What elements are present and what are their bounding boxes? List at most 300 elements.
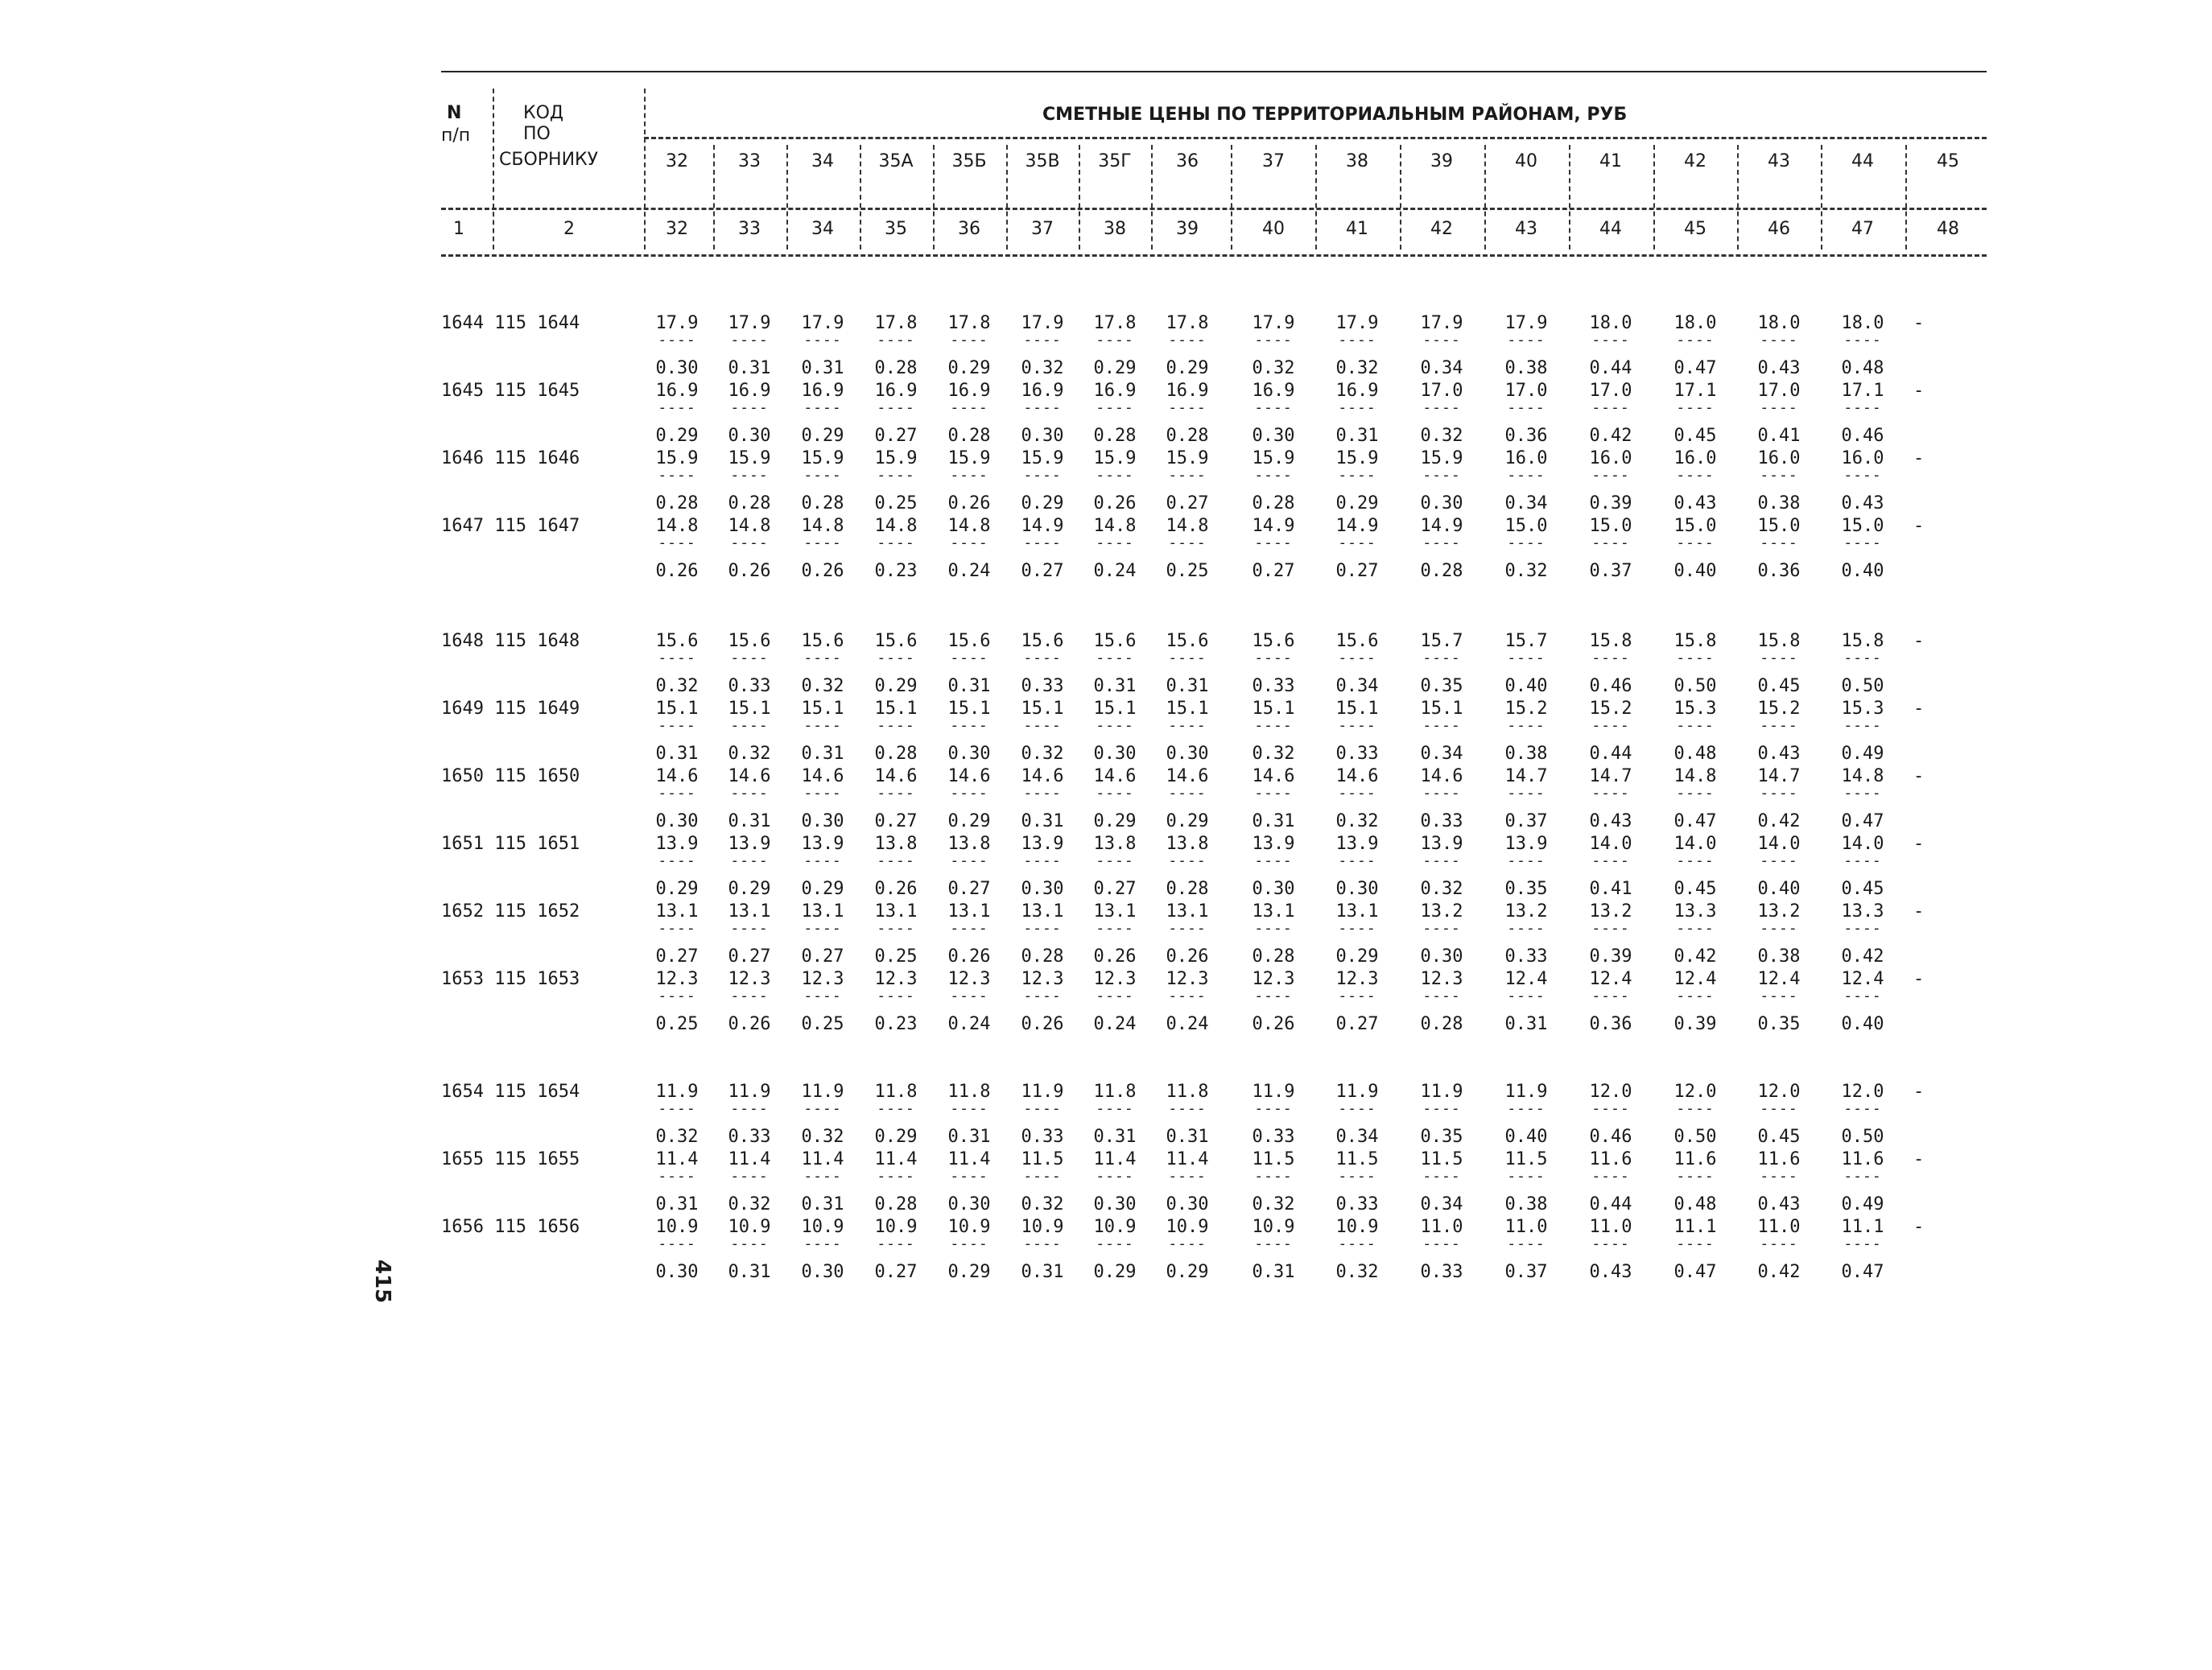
price-value: 14.6	[1093, 766, 1137, 786]
fraction-line: ----	[730, 1168, 769, 1185]
price-value: 11.8	[874, 1082, 918, 1102]
price-value: 12.4	[1757, 969, 1801, 989]
cost-value: 0.27	[1335, 561, 1379, 581]
fraction-line: ----	[1254, 467, 1293, 484]
price-value: 15.6	[1166, 631, 1209, 651]
cost-value: 0.42	[1589, 426, 1632, 446]
column-48-value: -	[1913, 516, 1925, 536]
fraction-line: ----	[877, 467, 915, 484]
fraction-line: ----	[1096, 1100, 1134, 1117]
cost-value: 0.30	[947, 744, 991, 764]
cost-value: 0.26	[947, 946, 991, 967]
price-value: 14.6	[1166, 766, 1209, 786]
cost-value: 0.30	[1166, 1194, 1209, 1214]
cost-value: 0.46	[1589, 1127, 1632, 1147]
cost-value: 0.42	[1757, 1262, 1801, 1282]
cost-value: 0.32	[1335, 1262, 1379, 1282]
price-value: 15.9	[947, 448, 991, 468]
cost-value: 0.26	[728, 561, 771, 581]
cost-value: 0.30	[655, 1262, 699, 1282]
fraction-line: ----	[1507, 920, 1546, 937]
fraction-line: ----	[1507, 534, 1546, 551]
price-value: 12.4	[1841, 969, 1884, 989]
price-value: 11.5	[1252, 1149, 1295, 1169]
cost-value: 0.29	[655, 879, 699, 899]
fraction-line: ----	[658, 1235, 696, 1252]
fraction-line: ----	[1843, 852, 1882, 869]
fraction-line: ----	[1422, 1235, 1461, 1252]
column-48-value: -	[1913, 969, 1925, 989]
cost-value: 0.31	[655, 1194, 699, 1214]
cost-value: 0.33	[1504, 946, 1548, 967]
price-value: 13.1	[1093, 901, 1137, 922]
price-value: 15.3	[1673, 699, 1717, 719]
fraction-line: ----	[1843, 988, 1882, 1004]
fraction-line: ----	[1507, 332, 1546, 348]
fraction-line: ----	[1023, 649, 1062, 666]
cost-value: 0.24	[1166, 1014, 1209, 1034]
fraction-line: ----	[658, 920, 696, 937]
cost-value: 0.33	[1252, 1127, 1295, 1147]
fraction-line: ----	[1843, 920, 1882, 937]
fraction-line: ----	[658, 399, 696, 416]
fraction-line: ----	[803, 988, 842, 1004]
price-value: 15.9	[1093, 448, 1137, 468]
row-id: 1645 115 1645	[441, 381, 580, 401]
fraction-line: ----	[1338, 649, 1376, 666]
price-value: 15.0	[1589, 516, 1632, 536]
price-value: 17.9	[1021, 313, 1064, 333]
price-value: 13.1	[728, 901, 771, 922]
fraction-line: ----	[1338, 1235, 1376, 1252]
price-value: 15.9	[728, 448, 771, 468]
cost-value: 0.29	[1093, 811, 1137, 831]
fraction-line: ----	[950, 785, 988, 802]
fraction-line: ----	[730, 1100, 769, 1117]
price-value: 13.9	[1335, 834, 1379, 854]
fraction-line: ----	[658, 649, 696, 666]
price-value: 12.0	[1589, 1082, 1632, 1102]
fraction-line: ----	[1338, 332, 1376, 348]
price-value: 13.1	[1021, 901, 1064, 922]
fraction-line: ----	[1760, 852, 1798, 869]
cost-value: 0.26	[874, 879, 918, 899]
fraction-line: ----	[1168, 785, 1207, 802]
cost-value: 0.24	[1093, 1014, 1137, 1034]
fraction-line: ----	[1023, 1168, 1062, 1185]
cost-value: 0.44	[1589, 1194, 1632, 1214]
fraction-line: ----	[1168, 852, 1207, 869]
price-value: 15.8	[1589, 631, 1632, 651]
price-value: 13.1	[801, 901, 844, 922]
cost-value: 0.29	[728, 879, 771, 899]
cost-value: 0.33	[1335, 1194, 1379, 1214]
price-value: 15.1	[655, 699, 699, 719]
fraction-line: ----	[1843, 332, 1882, 348]
cost-value: 0.29	[1093, 358, 1137, 378]
fraction-line: ----	[1760, 649, 1798, 666]
fraction-line: ----	[1676, 1235, 1715, 1252]
price-value: 13.3	[1841, 901, 1884, 922]
column-48-value: -	[1913, 1149, 1925, 1169]
price-value: 14.8	[655, 516, 699, 536]
price-value: 10.9	[655, 1217, 699, 1237]
cost-value: 0.30	[1021, 426, 1064, 446]
price-value: 17.9	[1420, 313, 1463, 333]
cost-value: 0.32	[1021, 744, 1064, 764]
column-number: 39	[1176, 219, 1199, 239]
cost-value: 0.29	[947, 811, 991, 831]
price-value: 12.3	[728, 969, 771, 989]
cost-value: 0.31	[728, 1262, 771, 1282]
price-value: 13.9	[728, 834, 771, 854]
fraction-line: ----	[1096, 852, 1134, 869]
price-value: 15.9	[1166, 448, 1209, 468]
price-value: 12.4	[1673, 969, 1717, 989]
fraction-line: ----	[950, 1235, 988, 1252]
fraction-line: ----	[1254, 785, 1293, 802]
fraction-line: ----	[1338, 467, 1376, 484]
col2-header-line2: ПО	[523, 124, 551, 144]
cost-value: 0.26	[1093, 946, 1137, 967]
fraction-line: ----	[1676, 467, 1715, 484]
column-number: 37	[1031, 219, 1054, 239]
cost-value: 0.27	[1335, 1014, 1379, 1034]
district-code-header: 35А	[878, 151, 914, 171]
column-separator	[1006, 145, 1008, 249]
price-value: 16.9	[1021, 381, 1064, 401]
fraction-line: ----	[658, 988, 696, 1004]
cost-value: 0.39	[1589, 946, 1632, 967]
price-value: 12.3	[1093, 969, 1137, 989]
price-value: 10.9	[874, 1217, 918, 1237]
cost-value: 0.34	[1420, 744, 1463, 764]
fraction-line: ----	[1023, 399, 1062, 416]
cost-value: 0.25	[874, 493, 918, 513]
cost-value: 0.48	[1841, 358, 1884, 378]
fraction-line: ----	[1676, 785, 1715, 802]
cost-value: 0.36	[1589, 1014, 1632, 1034]
district-code-header: 45	[1937, 151, 1959, 171]
column-number: 44	[1599, 219, 1622, 239]
header-separator	[493, 89, 494, 249]
price-value: 15.1	[947, 699, 991, 719]
price-value: 14.6	[728, 766, 771, 786]
fraction-line: ----	[1591, 1235, 1630, 1252]
cost-value: 0.30	[801, 811, 844, 831]
cost-value: 0.24	[947, 561, 991, 581]
fraction-line: ----	[1338, 1168, 1376, 1185]
cost-value: 0.34	[1335, 676, 1379, 696]
fraction-line: ----	[1168, 1168, 1207, 1185]
cost-value: 0.42	[1673, 946, 1717, 967]
row-id: 1644 115 1644	[441, 313, 580, 333]
fraction-line: ----	[1422, 649, 1461, 666]
cost-value: 0.32	[1335, 358, 1379, 378]
price-value: 15.9	[655, 448, 699, 468]
cost-value: 0.27	[655, 946, 699, 967]
fraction-line: ----	[803, 399, 842, 416]
header-midrule	[441, 208, 1987, 210]
price-value: 13.8	[947, 834, 991, 854]
fraction-line: ----	[730, 467, 769, 484]
price-value: 14.0	[1589, 834, 1632, 854]
column-separator	[1484, 145, 1486, 249]
cost-value: 0.28	[728, 493, 771, 513]
fraction-line: ----	[1507, 785, 1546, 802]
price-value: 11.4	[801, 1149, 844, 1169]
cost-value: 0.44	[1589, 358, 1632, 378]
cost-value: 0.43	[1757, 1194, 1801, 1214]
cost-value: 0.31	[801, 358, 844, 378]
price-value: 14.8	[947, 516, 991, 536]
cost-value: 0.45	[1757, 676, 1801, 696]
cost-value: 0.28	[947, 426, 991, 446]
price-value: 11.5	[1420, 1149, 1463, 1169]
price-value: 11.0	[1504, 1217, 1548, 1237]
price-value: 17.0	[1420, 381, 1463, 401]
price-value: 16.9	[1166, 381, 1209, 401]
column-number: 40	[1262, 219, 1285, 239]
price-value: 14.8	[874, 516, 918, 536]
price-value: 11.0	[1589, 1217, 1632, 1237]
cost-value: 0.30	[1021, 879, 1064, 899]
column-number: 32	[666, 219, 688, 239]
cost-value: 0.33	[728, 676, 771, 696]
column-48-value: -	[1913, 448, 1925, 468]
price-value: 15.9	[1420, 448, 1463, 468]
fraction-line: ----	[1168, 534, 1207, 551]
cost-value: 0.47	[1673, 358, 1717, 378]
price-value: 11.1	[1841, 1217, 1884, 1237]
price-value: 16.9	[801, 381, 844, 401]
price-value: 15.8	[1757, 631, 1801, 651]
cost-value: 0.36	[1757, 561, 1801, 581]
fraction-line: ----	[1254, 852, 1293, 869]
row-id: 1656 115 1656	[441, 1217, 580, 1237]
cost-value: 0.29	[1335, 493, 1379, 513]
cost-value: 0.40	[1757, 879, 1801, 899]
fraction-line: ----	[730, 399, 769, 416]
cost-value: 0.27	[801, 946, 844, 967]
price-value: 15.7	[1504, 631, 1548, 651]
column-48-value: -	[1913, 901, 1925, 922]
cost-value: 0.32	[801, 1127, 844, 1147]
price-value: 15.2	[1504, 699, 1548, 719]
price-value: 14.6	[1252, 766, 1295, 786]
price-value: 15.6	[947, 631, 991, 651]
cost-value: 0.32	[728, 1194, 771, 1214]
column-48-value: -	[1913, 1217, 1925, 1237]
cost-value: 0.37	[1504, 1262, 1548, 1282]
fraction-line: ----	[1760, 1168, 1798, 1185]
fraction-line: ----	[1168, 920, 1207, 937]
fraction-line: ----	[658, 852, 696, 869]
fraction-line: ----	[658, 1168, 696, 1185]
fraction-line: ----	[950, 467, 988, 484]
fraction-line: ----	[1843, 1100, 1882, 1117]
fraction-line: ----	[803, 920, 842, 937]
fraction-line: ----	[1843, 399, 1882, 416]
price-value: 17.0	[1589, 381, 1632, 401]
cost-value: 0.36	[1504, 426, 1548, 446]
fraction-line: ----	[1338, 399, 1376, 416]
price-value: 14.9	[1252, 516, 1295, 536]
price-value: 14.6	[874, 766, 918, 786]
cost-value: 0.31	[1093, 676, 1137, 696]
price-value: 12.3	[1335, 969, 1379, 989]
fraction-line: ----	[1338, 1100, 1376, 1117]
column-number: 42	[1430, 219, 1453, 239]
cost-value: 0.31	[655, 744, 699, 764]
fraction-line: ----	[1591, 399, 1630, 416]
cost-value: 0.45	[1757, 1127, 1801, 1147]
price-value: 15.8	[1673, 631, 1717, 651]
cost-value: 0.41	[1757, 426, 1801, 446]
cost-value: 0.26	[801, 561, 844, 581]
price-value: 10.9	[1252, 1217, 1295, 1237]
fraction-line: ----	[803, 785, 842, 802]
cost-value: 0.30	[1420, 493, 1463, 513]
fraction-line: ----	[803, 1100, 842, 1117]
fraction-line: ----	[950, 534, 988, 551]
cost-value: 0.31	[1252, 811, 1295, 831]
cost-value: 0.31	[947, 676, 991, 696]
price-value: 11.6	[1757, 1149, 1801, 1169]
cost-value: 0.30	[1335, 879, 1379, 899]
fraction-line: ----	[1676, 717, 1715, 734]
price-value: 14.6	[801, 766, 844, 786]
cost-value: 0.31	[1335, 426, 1379, 446]
cost-value: 0.30	[728, 426, 771, 446]
cost-value: 0.28	[1021, 946, 1064, 967]
price-value: 10.9	[1021, 1217, 1064, 1237]
fraction-line: ----	[1843, 785, 1882, 802]
price-value: 14.9	[1420, 516, 1463, 536]
fraction-line: ----	[1760, 717, 1798, 734]
cost-value: 0.26	[728, 1014, 771, 1034]
fraction-line: ----	[1023, 332, 1062, 348]
fraction-line: ----	[803, 852, 842, 869]
price-value: 14.8	[1166, 516, 1209, 536]
cost-value: 0.30	[801, 1262, 844, 1282]
price-value: 13.8	[874, 834, 918, 854]
fraction-line: ----	[1507, 467, 1546, 484]
column-number: 48	[1937, 219, 1959, 239]
price-value: 11.8	[947, 1082, 991, 1102]
district-code-header: 33	[738, 151, 761, 171]
cost-value: 0.30	[655, 358, 699, 378]
fraction-line: ----	[803, 717, 842, 734]
fraction-line: ----	[730, 1235, 769, 1252]
cost-value: 0.31	[728, 811, 771, 831]
fraction-line: ----	[1023, 534, 1062, 551]
price-value: 11.9	[1021, 1082, 1064, 1102]
cost-value: 0.28	[1420, 1014, 1463, 1034]
cost-value: 0.49	[1841, 1194, 1884, 1214]
fraction-line: ----	[1338, 534, 1376, 551]
price-value: 16.9	[947, 381, 991, 401]
price-value: 12.3	[1021, 969, 1064, 989]
fraction-line: ----	[1591, 717, 1630, 734]
price-value: 15.7	[1420, 631, 1463, 651]
fraction-line: ----	[730, 649, 769, 666]
column-separator	[786, 145, 788, 249]
price-value: 12.3	[874, 969, 918, 989]
col-number-1: 1	[453, 219, 464, 239]
cost-value: 0.45	[1673, 879, 1717, 899]
cost-value: 0.38	[1504, 1194, 1548, 1214]
price-value: 17.8	[1166, 313, 1209, 333]
price-value: 16.0	[1841, 448, 1884, 468]
price-value: 11.9	[728, 1082, 771, 1102]
fraction-line: ----	[803, 467, 842, 484]
fraction-line: ----	[1507, 1168, 1546, 1185]
fraction-line: ----	[877, 785, 915, 802]
price-value: 15.1	[801, 699, 844, 719]
column-number: 43	[1515, 219, 1537, 239]
price-value: 12.3	[1166, 969, 1209, 989]
cost-value: 0.49	[1841, 744, 1884, 764]
cost-value: 0.32	[1420, 426, 1463, 446]
price-value: 11.0	[1757, 1217, 1801, 1237]
column-number: 47	[1851, 219, 1874, 239]
fraction-line: ----	[1096, 920, 1134, 937]
cost-value: 0.29	[801, 426, 844, 446]
column-separator	[1400, 145, 1401, 249]
cost-value: 0.29	[1335, 946, 1379, 967]
column-separator	[713, 145, 715, 249]
cost-value: 0.29	[1166, 811, 1209, 831]
cost-value: 0.35	[1504, 879, 1548, 899]
price-value: 18.0	[1757, 313, 1801, 333]
price-value: 13.1	[947, 901, 991, 922]
fraction-line: ----	[1422, 920, 1461, 937]
cost-value: 0.28	[801, 493, 844, 513]
fraction-line: ----	[1168, 1100, 1207, 1117]
fraction-line: ----	[730, 920, 769, 937]
row-id: 1650 115 1650	[441, 766, 580, 786]
row-id: 1653 115 1653	[441, 969, 580, 989]
fraction-line: ----	[1023, 717, 1062, 734]
fraction-line: ----	[1338, 920, 1376, 937]
row-id: 1646 115 1646	[441, 448, 580, 468]
cost-value: 0.27	[874, 811, 918, 831]
fraction-line: ----	[1168, 649, 1207, 666]
price-value: 13.1	[1166, 901, 1209, 922]
cost-value: 0.31	[1021, 1262, 1064, 1282]
cost-value: 0.40	[1504, 676, 1548, 696]
cost-value: 0.27	[1021, 561, 1064, 581]
column-separator	[1653, 145, 1655, 249]
price-value: 18.0	[1841, 313, 1884, 333]
price-value: 15.6	[728, 631, 771, 651]
fraction-line: ----	[1591, 852, 1630, 869]
price-value: 15.1	[1252, 699, 1295, 719]
column-48-value: -	[1913, 834, 1925, 854]
district-code-header: 35Г	[1098, 151, 1132, 171]
fraction-line: ----	[1023, 467, 1062, 484]
cost-value: 0.29	[655, 426, 699, 446]
price-value: 15.3	[1841, 699, 1884, 719]
fraction-line: ----	[1507, 649, 1546, 666]
price-value: 15.6	[874, 631, 918, 651]
cost-value: 0.32	[1021, 358, 1064, 378]
column-separator	[933, 145, 935, 249]
top-rule	[441, 71, 1987, 72]
column-number: 38	[1104, 219, 1126, 239]
fraction-line: ----	[1422, 988, 1461, 1004]
